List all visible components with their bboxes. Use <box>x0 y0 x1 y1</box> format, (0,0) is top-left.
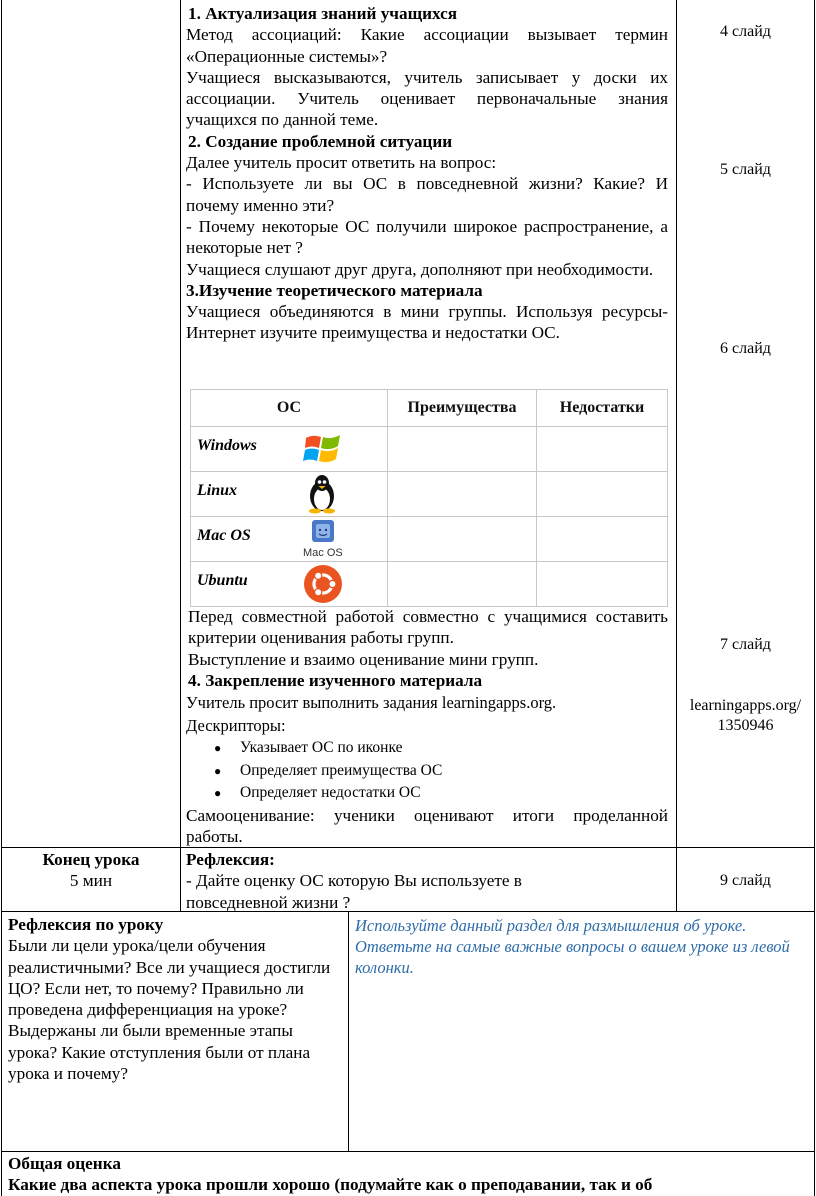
os-comparison-table <box>190 389 668 607</box>
os-name: Mac OS <box>197 527 251 544</box>
advantages-cell <box>388 472 537 517</box>
table-row <box>191 427 668 472</box>
section2-text: Далее учитель просит ответить на вопрос: <box>186 153 497 173</box>
disadvantages-cell <box>537 562 668 607</box>
section3-title: 3.Изучение теоретического материала <box>186 280 483 300</box>
learningapps-link[interactable] <box>677 696 814 736</box>
reflection-title: Рефлексия: <box>186 850 275 869</box>
advantages-cell <box>388 427 537 472</box>
lesson-reflection-title: Рефлексия по уроку <box>8 915 164 934</box>
table-row <box>191 517 668 562</box>
section1-text: Учащиеся высказываются, учитель записывает у доски их ассоциации. Учитель оценивает первоначальные знания учащихся по данной теме. <box>186 67 668 130</box>
mac-os-logo-icon <box>301 518 347 560</box>
descriptors-list <box>186 737 668 805</box>
section3-text: Учащиеся объединяются в мини группы. Используя ресурсы-Интернет изучите преимущества и недостатки ОС. <box>186 302 668 343</box>
section2-text: Учащиеся слушают друг друга, дополняют при необходимости. <box>186 259 654 279</box>
reflection-hint: Используйте данный раздел для размышления об уроке. Ответьте на самые важные вопросы о вашем уроке из левой колонки. <box>355 916 790 977</box>
main-content <box>186 3 668 344</box>
list-item: ● Указывает ОС по иконке <box>186 737 668 760</box>
main-content-lower <box>186 606 668 847</box>
col-divider-1 <box>180 0 181 912</box>
disadvantages-cell <box>537 427 668 472</box>
mac-os-logo-text: Mac OS <box>303 547 343 559</box>
slide-label-9: 9 слайд <box>720 872 771 889</box>
reflection-text: - Дайте оценку ОС которую Вы используете в повседневной жизни ? <box>186 871 522 912</box>
table-row <box>191 472 668 517</box>
section2-text: - Используете ли вы ОС в повседневной жизни? Какие? И почему именно эти? <box>186 174 668 215</box>
list-item: ● Определяет преимущества ОС <box>186 760 668 783</box>
slide-label-4: 4 слайд <box>720 23 771 40</box>
list-item: ● Определяет недостатки ОС <box>186 782 668 805</box>
col-divider-2 <box>676 0 677 912</box>
descriptors-label: Дескрипторы: <box>186 716 286 736</box>
ubuntu-logo-icon <box>303 564 343 604</box>
section1-title: 1. Актуализация знаний учащихся <box>188 4 458 23</box>
advantages-cell <box>388 517 537 562</box>
table-left-border <box>1 0 2 1196</box>
after-table-text: Перед совместной работой совместно с учащимися составить критерии оценивания работы групп. <box>188 607 668 648</box>
end-reflection-cell <box>186 849 586 913</box>
os-name: Windows <box>197 437 257 454</box>
os-name: Ubuntu <box>197 572 248 589</box>
col-divider-reflection <box>348 912 349 1151</box>
table-right-border <box>814 0 815 1196</box>
table-header-os: ОС <box>191 390 388 427</box>
overall-title: Общая оценка <box>8 1154 121 1173</box>
end-title: Конец урока <box>42 850 140 869</box>
lesson-reflection-questions: Были ли цели урока/цели обучения реалистичными? Все ли учащиеся достигли ЦО? Если нет, то почему? Правильно ли проведена дифференциация на уроке? Выдержаны ли были временные этапы урока? Какие отступления были от плана урока и почему? <box>8 936 331 1084</box>
overall-assessment-cell <box>8 1153 808 1196</box>
advantages-cell <box>388 562 537 607</box>
disadvantages-cell <box>537 472 668 517</box>
disadvantages-cell <box>537 517 668 562</box>
section1-text: Метод ассоциаций: Какие ассоциации вызывает термин «Операционные системы»? <box>186 25 668 66</box>
section2-text: - Почему некоторые ОС получили широкое распространение, а некоторые нет ? <box>186 216 668 258</box>
link-line: 1350946 <box>717 717 774 734</box>
bullet-icon: ● <box>214 786 222 801</box>
section2-title: 2. Создание проблемной ситуации <box>188 131 453 151</box>
slide-label-6: 6 слайд <box>720 340 771 357</box>
table-header-disadvantages: Недостатки <box>537 390 668 427</box>
end-of-lesson-cell <box>2 849 180 892</box>
link-line: learningapps.org/ <box>689 697 802 714</box>
table-header-row <box>191 390 668 427</box>
overall-question: Какие два аспекта урока прошли хорошо (подумайте как о преподавании, так и об <box>8 1175 653 1195</box>
lesson-reflection-cell <box>8 914 342 1084</box>
os-name: Linux <box>197 482 238 499</box>
end-duration: 5 мин <box>69 871 113 891</box>
bullet-icon: ● <box>214 763 222 778</box>
windows-logo-icon <box>303 430 343 468</box>
section4-text: Учитель просит выполнить задания learningapps.org. <box>186 693 557 713</box>
row-divider-overall <box>1 1151 815 1152</box>
tux-penguin-icon <box>305 474 339 514</box>
self-assessment-text: Самооценивание: ученики оценивают итоги проделанной работы. <box>186 805 668 846</box>
table-header-advantages: Преимущества <box>388 390 537 427</box>
slide-label-5: 5 слайд <box>720 161 771 178</box>
slide-label-7: 7 слайд <box>720 636 771 653</box>
after-table-text: Выступление и взаимо оценивание мини групп. <box>188 649 539 669</box>
table-row <box>191 562 668 607</box>
bullet-icon: ● <box>214 741 222 756</box>
section4-title: 4. Закрепление изученного материала <box>188 670 483 690</box>
